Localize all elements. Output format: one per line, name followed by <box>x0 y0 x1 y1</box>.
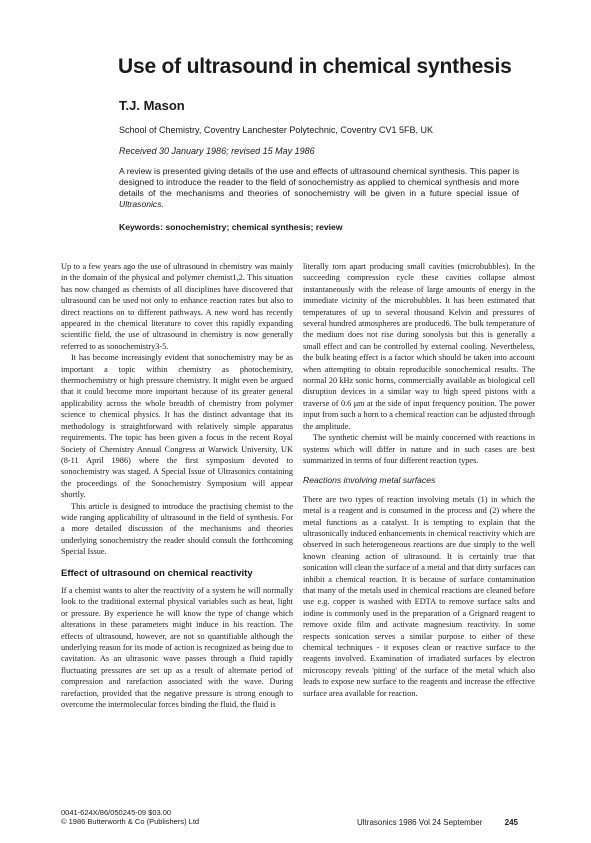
intro-paragraph-1: Up to a few years ago the use of ultrasound in chemistry was mainly in the domain of the physical and polymer chemist1,2. This situation has now changed as chemists of all disciplines have discovered that ultrasound can be used not only to enhance reaction rates but also to direct reactions on to different pathways. A new word has recently appeared in the chemical literature to cover this rapidly expanding scientific field, the use of ultrasound in chemistry is now generally referred to as sonochemistry3-5. <box>61 262 293 351</box>
intro-paragraph-2: It has become increasingly evident that sonochemistry may be as important a topic within chemistry as photochemistry, thermochemistry or high pressure chemistry. It might even be argued that it could become more important because of its greater general applicability across the whole breadth of chemistry from polymer science to chemical physics. It has the distinct advantage that its methodology is straightforward with relatively simple apparatus requirements. The topic has been given a focus in the recent Royal Society of Chemistry Annual Congress at Warwick University, UK (8-11 April 1986) where the first symposium devoted to sonochemistry was staged. A Special Issue of Ultrasonics containing the proceedings of the Sonochemistry Symposium will appear shortly. <box>61 353 293 500</box>
right-paragraph-3: There are two types of reaction involving metals (1) in which the metal is a reagent and is consumed in the process and (2) where the metal functions as a catalyst. It is tempting to explain that the ultrasonically induced enhancements in chemical reactivity which are observed in such heterogeneous reactions are due simply to the well known cleaning action of ultrasound. It is certainly true that sonication will clean the surface of a metal and that dirty surfaces can inhibit a chemical reaction. It is because of surface contamination that many of the metals used in chemical reactions are cleaned before use e.g. copper is washed with EDTA to remove surface salts and iodine is commonly used in the preparation of a Grignard reagent to remove oxide film and activate magnesium reactivity. In some respects sonication serves a similar purpose to either of these chemical techniques - it exposes clean or reactive surface to the reagents involved. Examination of irradiated surfaces by electron microscopy reveals 'pitting' of the surface of the metal which also leads to expose new surface to the reagents and increase the effective surface area available for reaction. <box>303 494 535 698</box>
abstract-text: A review is presented giving details of the use and effects of ultrasound chemical synthesis. This paper is designed to introduce the reader to the field of sonochemistry as applied to chemical synthesis and more details of the mechanisms and theories of sonochemistry will be given in a future special issue of <box>119 166 519 198</box>
intro-paragraph-3: This article is designed to introduce the practising chemist to the wide ranging applicability of ultrasound in the field of synthesis. For a more detailed discussion of the mechanisms and theories underlying sonochemistry the reader should consult the forthcoming Special Issue. <box>61 501 293 557</box>
right-paragraph-1: literally torn apart producing small cavities (microbubbles). In the succeeding compression cycle these cavities collapse almost instantaneously with the release of large amounts of energy in the immediate vicinity of the microbubbles. It has been estimated that temperatures of up to several thousand Kelvin and pressures of several hundred atmospheres are produced6. The bulk temperature of the medium does not rise during sonolysis but this is generally a small effect and can be controlled by external cooling. Nevertheless, the bulk heating effect is a factor which should be taken into account when attempting to obtain reproducible sonochemical results. The normal 20 kHz sonic horns, commercially available as biological cell disruption devices in a similar way to high speed pistons with a traverse of 0.6 μm at the side of input frequency position. The power input from such a horn to a chemical reaction can be adjusted through the amplitude. <box>303 262 535 431</box>
journal-citation: Ultrasonics 1986 Vol 24 September <box>357 818 483 827</box>
keywords: Keywords: sonochemistry; chemical synthesis; review <box>119 222 343 232</box>
page-number: 245 <box>504 818 518 827</box>
abstract-journal-name: Ultrasonics. <box>119 199 164 209</box>
received-date: Received 30 January 1986; revised 15 May 1986 <box>119 146 315 156</box>
journal-footer <box>357 818 518 827</box>
left-column <box>61 261 293 710</box>
author-affiliation: School of Chemistry, Coventry Lanchester Polytechnic, Coventry CV1 5FB, UK <box>119 125 433 135</box>
right-column <box>303 261 535 699</box>
author-name: T.J. Mason <box>119 98 185 113</box>
article-title: Use of ultrasound in chemical synthesis <box>118 55 512 78</box>
subsection-heading: Reactions involving metal surfaces <box>303 475 436 486</box>
abstract <box>119 166 519 210</box>
section-heading: Effect of ultrasound on chemical reactivity <box>61 567 253 579</box>
right-paragraph-2: The synthetic chemist will be mainly concerned with reactions in systems which will differ in nature and in such cases are best summarized in terms of four different reaction types. <box>303 433 535 465</box>
copyright-line: © 1986 Butterworth & Co (Publishers) Ltd <box>61 817 200 826</box>
copyright-footer <box>61 808 199 826</box>
section-paragraph-1: If a chemist wants to alter the reactivity of a system he will normally look to the traditional external physical variables such as heat, light or pressure. By experience he will know the type of change which alterations in these parameters might induce in his reaction. The effects of ultrasound, however, are not so quantifiable although the underlying reason for its mode of action is recognized as being due to cavitation. As an ultrasonic wave passes through a fluid rapidly fluctuating pressures are set up as a result of alternate period of compression and rarefaction associated with the wave. During rarefaction, provided that the negative pressure is strong enough to overcome the intermolecular forces binding the fluid, the fluid is <box>61 585 293 710</box>
issn-code: 0041-624X/86/050245-09 $03.00 <box>61 808 172 817</box>
